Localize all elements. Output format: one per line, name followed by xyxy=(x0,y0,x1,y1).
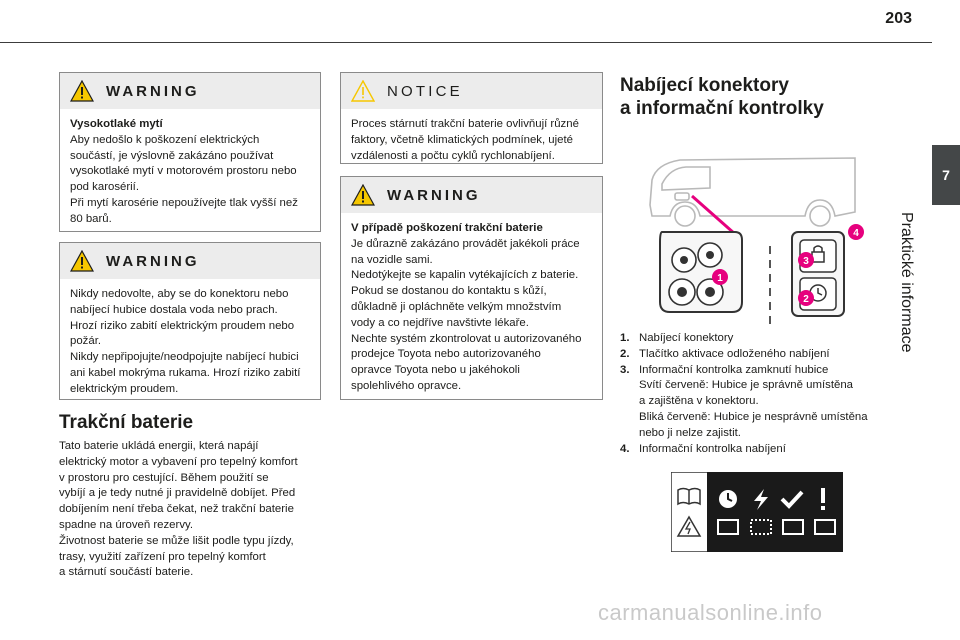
exclamation-icon xyxy=(821,488,825,510)
title-line: a informační kontrolky xyxy=(620,98,824,119)
notice-header xyxy=(341,73,602,109)
chapter-title: Praktické informace xyxy=(898,212,915,353)
text-line: vysokotlaké mytí v motorovém prostoru nebo xyxy=(70,165,297,178)
list-text: Informační kontrolka nabíjení xyxy=(639,442,786,455)
charging-connector-illustration xyxy=(640,150,870,330)
list-number: 2. xyxy=(620,347,630,360)
text-line: trasy, využití zařízení pro tepelný komfort xyxy=(59,550,266,563)
text-line: Je důrazně zakázáno provádět jakékoli práce xyxy=(351,237,580,250)
text-line: Nikdy nepřipojujte/neodpojujte nabíjecí hubici xyxy=(70,351,299,364)
watermark: carmanualsonline.info xyxy=(598,600,823,625)
list-item xyxy=(620,363,890,379)
notice-label: NOTICE xyxy=(387,82,463,100)
text-line: 80 barů. xyxy=(70,212,112,225)
svg-text:3: 3 xyxy=(803,256,809,267)
warning-title: Vysokotlaké mytí xyxy=(70,118,163,130)
text-line: požár. xyxy=(70,335,102,348)
text-line: elektrickým proudem. xyxy=(70,382,179,395)
list-item xyxy=(620,347,890,363)
text-line: vzdálenosti a počtu cyklů rychlonabíjení. xyxy=(351,149,555,162)
warning-header xyxy=(60,243,320,279)
text-line: Při mytí karosérie nepoužívejte tlak vyšší než xyxy=(70,196,298,209)
title-line: Nabíjecí konektory xyxy=(620,75,789,96)
text-line: nabíjecí hubice dostala voda nebo prach. xyxy=(70,303,278,316)
warning-title: V případě poškození trakční baterie xyxy=(351,222,543,234)
text-line: Nedotýkejte se kapalin vytékajících z baterie. xyxy=(351,269,579,282)
text-line: vybíjí a je tedy nutné ji pravidelně dobíjet. Před xyxy=(59,487,296,500)
text-line: Aby nedošlo k poškození elektrických xyxy=(70,133,260,146)
svg-text:4: 4 xyxy=(853,228,859,239)
list-text: Tlačítko aktivace odloženého nabíjení xyxy=(639,347,830,360)
section-body xyxy=(59,439,329,581)
list-number: 4. xyxy=(620,442,630,455)
text-line: a stárnutí součástí baterie. xyxy=(59,566,194,579)
text-line: spolehlivého opravce. xyxy=(351,379,462,392)
list-subtext: nebo ji nelze zajistit. xyxy=(639,426,741,439)
page-number: 203 xyxy=(885,10,912,27)
warning-icon xyxy=(351,184,375,206)
warning-icon xyxy=(70,80,94,102)
callout-1 xyxy=(712,269,728,285)
text-line: spadne na úroveň rezervy. xyxy=(59,518,194,531)
text-line: Nechte systém zkontrolovat u autorizovaného xyxy=(351,332,582,345)
section-title-connectors xyxy=(620,74,824,120)
warning-box-high-pressure xyxy=(59,72,321,232)
warning-header xyxy=(60,73,320,109)
list-item xyxy=(620,442,890,458)
text-line: součástí, je výslovně zakázáno používat xyxy=(70,149,274,162)
warning-icon xyxy=(70,250,94,272)
callout-4 xyxy=(848,224,864,240)
list-item xyxy=(620,331,890,347)
text-line: v prostoru pro cestující. Během použití se xyxy=(59,471,269,484)
clock-icon xyxy=(719,490,737,508)
svg-text:1: 1 xyxy=(717,273,723,284)
list-number: 3. xyxy=(620,363,630,376)
text-line: dobíjením není třeba čekat, než trakční baterie xyxy=(59,503,294,516)
list-text: Informační kontrolka zamknutí hubice xyxy=(639,363,829,376)
warning-box-water-dust xyxy=(59,242,321,400)
text-line: na vozidle sami. xyxy=(351,253,433,266)
notice-icon xyxy=(351,80,375,102)
warning-header xyxy=(341,177,602,213)
text-line: Pokud se dostanou do kontaktu s kůží, xyxy=(351,285,547,298)
text-line: vody a co nejdříve navštivte lékaře. xyxy=(351,316,529,329)
van-outline xyxy=(650,158,855,226)
text-line: Nikdy nedovolte, aby se do konektoru nebo xyxy=(70,288,289,300)
text-line: ani kabel mokrýma rukama. Hrozí riziko zabití xyxy=(70,366,301,379)
callout-2 xyxy=(798,290,814,306)
connector-panel xyxy=(660,232,742,312)
chapter-tab[interactable]: 7 xyxy=(932,145,960,205)
header-rule xyxy=(0,42,932,43)
text-line: pod karosérií. xyxy=(70,181,140,194)
callout-3 xyxy=(798,252,814,268)
section-title-traction-battery: Trakční baterie xyxy=(59,412,194,433)
text-line: Hrozí riziko zabití elektrickým proudem nebo xyxy=(70,319,295,332)
button-panel xyxy=(792,232,844,316)
warning-box-battery-damage xyxy=(340,176,603,400)
text-line: Životnost baterie se může lišit podle typu jízdy, xyxy=(59,534,294,547)
warning-label: WARNING xyxy=(387,186,481,204)
notice-box-aging xyxy=(340,72,603,164)
charging-indicator-panel xyxy=(671,472,843,552)
text-line: faktory, včetně klimatických podmínek, ujeté xyxy=(351,133,573,146)
text-line: důkladně ji opláchněte velkým množstvím xyxy=(351,300,562,313)
list-number: 1. xyxy=(620,332,630,344)
text-line: Proces stárnutí trakční baterie ovlivňují různé xyxy=(351,118,579,130)
pointer-line xyxy=(692,196,735,234)
list-subtext: Svítí červeně: Hubice je správně umístěna xyxy=(639,379,853,392)
list-subtext: Bliká červeně: Hubice je nesprávně umístěna xyxy=(639,410,868,423)
text-line: elektrický motor a vybavení pro tepelný komfort xyxy=(59,455,298,468)
list-text: Nabíjecí konektory xyxy=(639,332,734,344)
warning-label: WARNING xyxy=(106,252,200,270)
numbered-list xyxy=(620,331,890,457)
svg-text:2: 2 xyxy=(803,294,809,305)
list-subtext: a zajištěna v konektoru. xyxy=(639,395,759,408)
text-line: prodejce Toyota nebo autorizovaného xyxy=(351,348,541,361)
text-line: Tato baterie ukládá energii, která napájí xyxy=(59,440,259,452)
warning-label: WARNING xyxy=(106,82,200,100)
text-line: opravce Toyota nebo u jakéhokoli xyxy=(351,364,520,377)
